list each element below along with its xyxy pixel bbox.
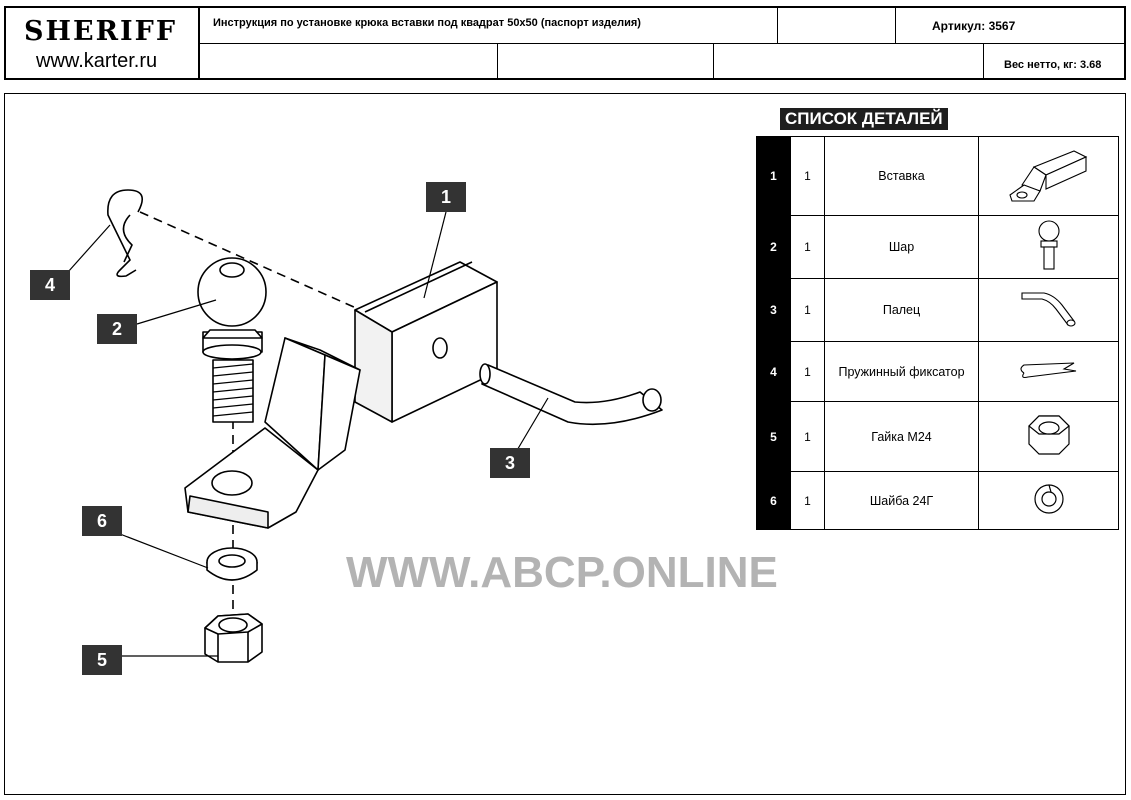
part-number: 4 bbox=[757, 342, 791, 402]
part-name: Гайка М24 bbox=[825, 402, 979, 472]
part-number: 3 bbox=[757, 279, 791, 342]
table-row bbox=[757, 402, 1119, 472]
table-row bbox=[757, 342, 1119, 402]
spring-clip-icon bbox=[1014, 355, 1084, 385]
part-number: 6 bbox=[757, 472, 791, 530]
part-number: 5 bbox=[757, 402, 791, 472]
callout-4: 4 bbox=[30, 270, 70, 300]
document-title: Инструкция по установке крюка вставки под квадрат 50x50 (паспорт изделия) bbox=[200, 8, 778, 44]
callout-2: 2 bbox=[97, 314, 137, 344]
blank-cell bbox=[778, 8, 896, 44]
part-quantity: 1 bbox=[791, 472, 825, 530]
nut-icon bbox=[1024, 412, 1074, 458]
nut-part bbox=[205, 614, 262, 662]
part-name: Шайба 24Г bbox=[825, 472, 979, 530]
parts-list-title: СПИСОК ДЕТАЛЕЙ bbox=[780, 108, 948, 130]
part-quantity: 1 bbox=[791, 137, 825, 216]
spring-clip-part bbox=[108, 190, 142, 276]
part-quantity: 1 bbox=[791, 279, 825, 342]
callout-1: 1 bbox=[426, 182, 466, 212]
table-row bbox=[757, 279, 1119, 342]
ball-icon bbox=[1029, 219, 1069, 273]
part-number: 1 bbox=[757, 137, 791, 216]
table-row bbox=[757, 472, 1119, 530]
article-number: Артикул: 3567 bbox=[896, 8, 1124, 44]
insert-icon bbox=[1004, 145, 1094, 205]
callout-3: 3 bbox=[490, 448, 530, 478]
table-row bbox=[757, 216, 1119, 279]
watermark: WWW.ABCP.ONLINE bbox=[346, 548, 778, 597]
website-link[interactable]: www.karter.ru bbox=[36, 50, 158, 72]
part-quantity: 1 bbox=[791, 402, 825, 472]
part-name: Пружинный фиксатор bbox=[825, 342, 979, 402]
part-name: Палец bbox=[825, 279, 979, 342]
washer-icon bbox=[1029, 481, 1069, 517]
hitch-ball-part bbox=[198, 258, 266, 422]
part-quantity: 1 bbox=[791, 216, 825, 279]
parts-list-table bbox=[756, 136, 1119, 530]
pin-part bbox=[480, 364, 662, 424]
net-weight: Вес нетто, кг: 3.68 bbox=[1004, 59, 1102, 71]
callout-6: 6 bbox=[82, 506, 122, 536]
washer-part bbox=[207, 548, 257, 580]
part-name: Вставка bbox=[825, 137, 979, 216]
table-row bbox=[757, 137, 1119, 216]
callout-5: 5 bbox=[82, 645, 122, 675]
part-name: Шар bbox=[825, 216, 979, 279]
part-number: 2 bbox=[757, 216, 791, 279]
brand-logo: SHERIFF bbox=[24, 16, 177, 47]
pin-icon bbox=[1014, 287, 1084, 331]
part-quantity: 1 bbox=[791, 342, 825, 402]
